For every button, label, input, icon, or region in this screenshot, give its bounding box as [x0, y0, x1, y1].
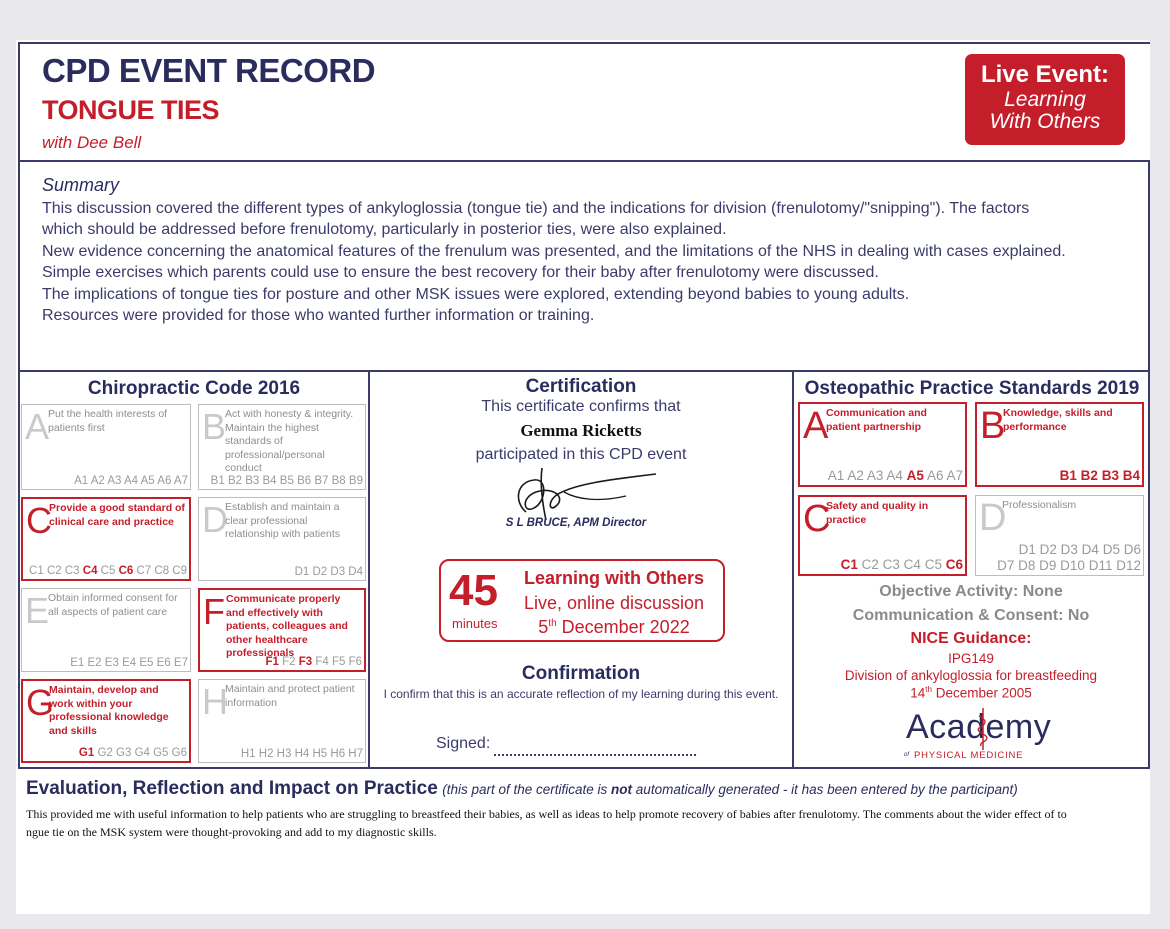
chiro-code: G5 — [153, 747, 169, 759]
certificate-page — [16, 40, 1150, 914]
chiro-description: Put the health interests of patients first — [48, 408, 168, 434]
nice-description: Division of ankyloglossia for breastfeeding — [844, 668, 1098, 683]
osteo-box-d — [975, 495, 1144, 576]
chiro-code: A7 — [173, 475, 188, 487]
evaluation-note-post: automatically generated - it has been entered by the participant) — [632, 782, 1018, 797]
evaluation-heading — [26, 778, 1018, 800]
osteo-code: C3 — [882, 557, 900, 572]
osteo-description: Professionalism — [1002, 499, 1077, 511]
chiro-code: C7 — [136, 565, 152, 577]
chiro-code: B9 — [348, 475, 363, 487]
chiro-code: E1 — [70, 657, 85, 669]
chiro-code: A4 — [124, 475, 139, 487]
osteo-codes — [1019, 542, 1141, 557]
chiro-codes — [265, 656, 362, 668]
chiro-box-h — [198, 679, 366, 763]
osteo-code: D10 — [1060, 558, 1085, 573]
osteo-code: D11 — [1088, 558, 1113, 573]
chiro-code: B7 — [314, 475, 329, 487]
badge-title: Live Event: — [980, 61, 1110, 88]
nice-date-suffix: th — [925, 685, 932, 694]
chiro-code: C4 — [82, 565, 98, 577]
nice-date-rest: December 2005 — [931, 685, 1032, 701]
osteo-description: Knowledge, skills and performance — [1003, 407, 1113, 433]
chiro-code: F3 — [298, 656, 313, 668]
chiro-description: Communicate properly and effectively with patients, colleagues and other healthcare professionals — [226, 593, 348, 659]
osteo-code: A3 — [866, 468, 884, 483]
cert-title: Certification — [525, 376, 637, 397]
chiro-code: D1 — [294, 566, 310, 578]
chiro-description: Maintain, develop and work within your professional knowledge and skills — [49, 684, 169, 737]
chiro-code: E2 — [87, 657, 102, 669]
chiro-codes — [295, 566, 363, 578]
communication-consent: Communication & Consent: No — [852, 607, 1090, 624]
participant-name: Gemma Ricketts — [520, 421, 642, 440]
osteo-code: A2 — [847, 468, 864, 483]
chiro-code: B2 — [227, 475, 243, 487]
osteo-box-a — [798, 402, 967, 487]
summary-line: Simple exercises which parents could use to ensure the best recovery for their baby after frenulotomy were discussed. — [42, 264, 879, 282]
osteo-codes — [828, 468, 963, 483]
chiro-code: A5 — [140, 475, 155, 487]
badge-line-2: Learning — [1004, 88, 1086, 111]
signature-line[interactable] — [494, 754, 696, 756]
chiro-description: Establish and maintain a clear professional relationship with patients — [225, 501, 340, 540]
event-date-rest: December 2022 — [556, 617, 690, 637]
logo-wordmark: Academy — [906, 708, 1052, 746]
chiro-code: F6 — [348, 656, 362, 668]
chiro-box-d — [198, 497, 366, 581]
summary-line: New evidence concerning the anatomical features of the frenulum was presented, and the limitations of the NHS in dealing with cases explained. — [42, 242, 1066, 260]
chiro-code: A1 — [74, 475, 89, 487]
chiro-code: B3 — [245, 475, 260, 487]
evaluation-note-bold: not — [611, 782, 633, 797]
osteo-code: D8 — [1018, 558, 1036, 573]
chiro-description: Maintain and protect patient information — [225, 683, 355, 709]
chiro-letter: G — [26, 682, 55, 723]
event-date-suffix: th — [548, 618, 557, 629]
director-signature — [506, 462, 666, 524]
event-date-day: 5 — [538, 617, 549, 637]
chiro-code: H5 — [312, 748, 328, 760]
nice-date-day: 14 — [910, 685, 926, 701]
chiro-description: Provide a good standard of clinical care and practice — [49, 502, 185, 528]
summary-line: Resources were provided for those who wanted further information or training. — [42, 307, 595, 325]
osteo-code: D7 — [997, 558, 1015, 573]
badge-line-3: With Others — [989, 110, 1101, 133]
chiro-box-f — [198, 588, 366, 672]
osteo-codes — [1060, 468, 1140, 483]
summary-line: This discussion covered the different types of ankyloglossia (tongue tie) and the indications for division (frenulotomy/"snipping"). The factors — [42, 200, 1030, 217]
chiro-code: A6 — [157, 475, 172, 487]
signed-label: Signed: — [436, 735, 491, 752]
osteo-letter: D — [979, 497, 1007, 539]
nice-date — [794, 685, 1148, 701]
osteo-letter: C — [803, 498, 831, 540]
chiro-code: G4 — [134, 747, 150, 759]
chiro-code: G6 — [171, 747, 187, 759]
nice-guidance-title: NICE Guidance: — [910, 630, 1032, 647]
page-title: CPD EVENT RECORD — [42, 52, 376, 89]
evaluation-body — [26, 805, 1146, 841]
chiro-letter: B — [202, 406, 227, 447]
chiro-code: B1 — [210, 475, 225, 487]
osteo-code: C1 — [840, 557, 858, 572]
osteo-code: A5 — [906, 468, 924, 483]
chiro-description: Act with honesty & integrity. Maintain the highest standards of professional/personal conduct — [225, 408, 354, 474]
osteo-code: A6 — [926, 468, 944, 483]
event-title: TONGUE TIES — [42, 95, 220, 125]
duration-label: minutes — [452, 616, 498, 631]
chiro-code: B8 — [331, 475, 346, 487]
chiro-code: H7 — [348, 748, 363, 760]
osteo-codes — [841, 557, 963, 572]
osteo-description: Safety and quality in practice — [826, 500, 929, 526]
evaluation-line: This provided me with useful information to help patients who are struggling to breastfeed their babies, as well as ideas to help promote recovery of babies after frenulotomy. The comments about the wider effect of to — [26, 807, 1067, 821]
osteo-code: B1 — [1059, 468, 1077, 483]
chiro-code: C8 — [154, 565, 170, 577]
osteo-codes — [997, 558, 1141, 573]
osteo-code: D2 — [1039, 542, 1057, 557]
chiro-codes — [79, 747, 187, 759]
evaluation-line: ngue tie on the MSK system were thought-provoking and add to my diagnostic skills. — [26, 825, 437, 839]
chiro-code: G3 — [116, 747, 132, 759]
event-description: Live, online discussion — [523, 593, 705, 613]
osteo-code: B3 — [1101, 468, 1119, 483]
osteo-code: A7 — [946, 468, 963, 483]
osteo-box-b — [975, 402, 1144, 487]
chiro-code: E5 — [139, 657, 154, 669]
evaluation-note-pre: (this part of the certificate is — [442, 782, 612, 797]
chiro-code: H1 — [240, 748, 256, 760]
chiro-code: C9 — [172, 565, 187, 577]
logo-of: of — [904, 752, 910, 758]
chiro-code: C1 — [29, 565, 44, 577]
chiro-code: D2 — [312, 566, 328, 578]
chiro-code: H3 — [276, 748, 292, 760]
event-date — [510, 617, 718, 638]
chiro-code: D3 — [330, 566, 346, 578]
chiro-code: E6 — [156, 657, 171, 669]
summary-heading: Summary — [42, 175, 120, 195]
chiro-letter: H — [202, 681, 228, 722]
chiro-box-e — [21, 588, 191, 672]
chiro-code: D4 — [348, 566, 363, 578]
osteo-code: B4 — [1122, 468, 1140, 483]
presenter-name: with Dee Bell — [42, 133, 142, 152]
osteo-code: D9 — [1039, 558, 1057, 573]
chiro-codes — [241, 748, 363, 760]
logo-subtitle: PHYSICAL MEDICINE — [914, 750, 1024, 761]
chiro-code: B4 — [262, 475, 277, 487]
chiro-code: C2 — [46, 565, 62, 577]
osteo-code: A1 — [827, 468, 845, 483]
chiro-box-a — [21, 404, 191, 490]
chiro-code: H6 — [330, 748, 346, 760]
cert-line-1: This certificate confirms that — [481, 398, 681, 415]
evaluation-title: Evaluation, Reflection and Impact on Practice — [26, 778, 438, 799]
chiro-letter: D — [202, 499, 228, 540]
chiro-code: C5 — [100, 565, 116, 577]
cert-line-2: participated in this CPD event — [475, 446, 687, 463]
chiro-code: C6 — [118, 565, 134, 577]
chiro-code: G2 — [97, 747, 113, 759]
chiro-code: F2 — [282, 656, 296, 668]
chiro-code: F1 — [265, 656, 279, 668]
osteo-box-c — [798, 495, 967, 576]
chiro-code: E4 — [122, 657, 137, 669]
chiro-code: B6 — [297, 475, 312, 487]
objective-activity: Objective Activity: None — [879, 583, 1063, 600]
osteo-code: D6 — [1123, 542, 1141, 557]
osteo-code: C5 — [924, 557, 942, 572]
osteo-letter: A — [803, 405, 829, 447]
osteo-code: D5 — [1102, 542, 1120, 557]
column-divider — [792, 370, 794, 769]
signatory: S L BRUCE, APM Director — [505, 517, 647, 529]
chiro-letter: C — [26, 500, 52, 541]
chiro-code: A2 — [90, 475, 105, 487]
confirmation-title: Confirmation — [521, 663, 641, 684]
osteo-code: B2 — [1080, 468, 1098, 483]
event-type: Learning with Others — [523, 568, 705, 588]
nice-code: IPG149 — [948, 651, 994, 666]
chiro-box-g — [21, 679, 191, 763]
chiro-code: G1 — [78, 747, 95, 759]
chiro-letter: A — [25, 406, 50, 447]
duration-value: 45 — [449, 566, 498, 615]
osteo-description: Communication and patient partnership — [826, 407, 927, 433]
osteo-code: D4 — [1081, 542, 1099, 557]
chiro-code: E7 — [173, 657, 188, 669]
chiro-codes — [70, 657, 188, 669]
chiro-codes — [211, 475, 363, 487]
chiro-title: Chiropractic Code 2016 — [87, 378, 301, 399]
chiro-letter: F — [203, 591, 225, 632]
chiro-codes — [74, 475, 188, 487]
chiro-code: F4 — [315, 656, 329, 668]
osteo-code: C6 — [945, 557, 963, 572]
osteo-title: Osteopathic Practice Standards 2019 — [804, 378, 1140, 399]
osteo-letter: B — [980, 405, 1006, 447]
osteo-code: C4 — [903, 557, 921, 572]
chiro-codes — [29, 565, 187, 577]
osteo-code: A4 — [886, 468, 903, 483]
summary-text — [42, 198, 1142, 326]
osteo-code: D12 — [1116, 558, 1141, 573]
summary-line: The implications of tongue ties for posture and other MSK issues were explored, extending beyond babies to young adults. — [42, 285, 910, 303]
chiro-code: B5 — [279, 475, 294, 487]
osteo-code: D1 — [1018, 542, 1036, 557]
chiro-code: H4 — [294, 748, 310, 760]
osteo-code: D3 — [1060, 542, 1078, 557]
chiro-description: Obtain informed consent for all aspects of patient care — [48, 592, 178, 618]
chiro-code: H2 — [258, 748, 274, 760]
chiro-code: C3 — [64, 565, 80, 577]
live-event-badge — [965, 54, 1125, 145]
evaluation-note — [442, 782, 1018, 797]
osteo-code: C2 — [861, 557, 879, 572]
summary-line: which should be addressed before frenulotomy, particularly in posterior ties, were also explained. — [42, 221, 727, 239]
caduceus-icon — [976, 706, 990, 752]
academy-logo — [904, 708, 1064, 764]
chiro-code: E3 — [104, 657, 119, 669]
chiro-code: F5 — [331, 656, 346, 668]
chiro-box-b — [198, 404, 366, 490]
chiro-box-c — [21, 497, 191, 581]
confirmation-text: I confirm that this is an accurate reflection of my learning during this event. — [383, 687, 779, 701]
chiro-code: A3 — [107, 475, 122, 487]
chiro-letter: E — [25, 590, 50, 631]
